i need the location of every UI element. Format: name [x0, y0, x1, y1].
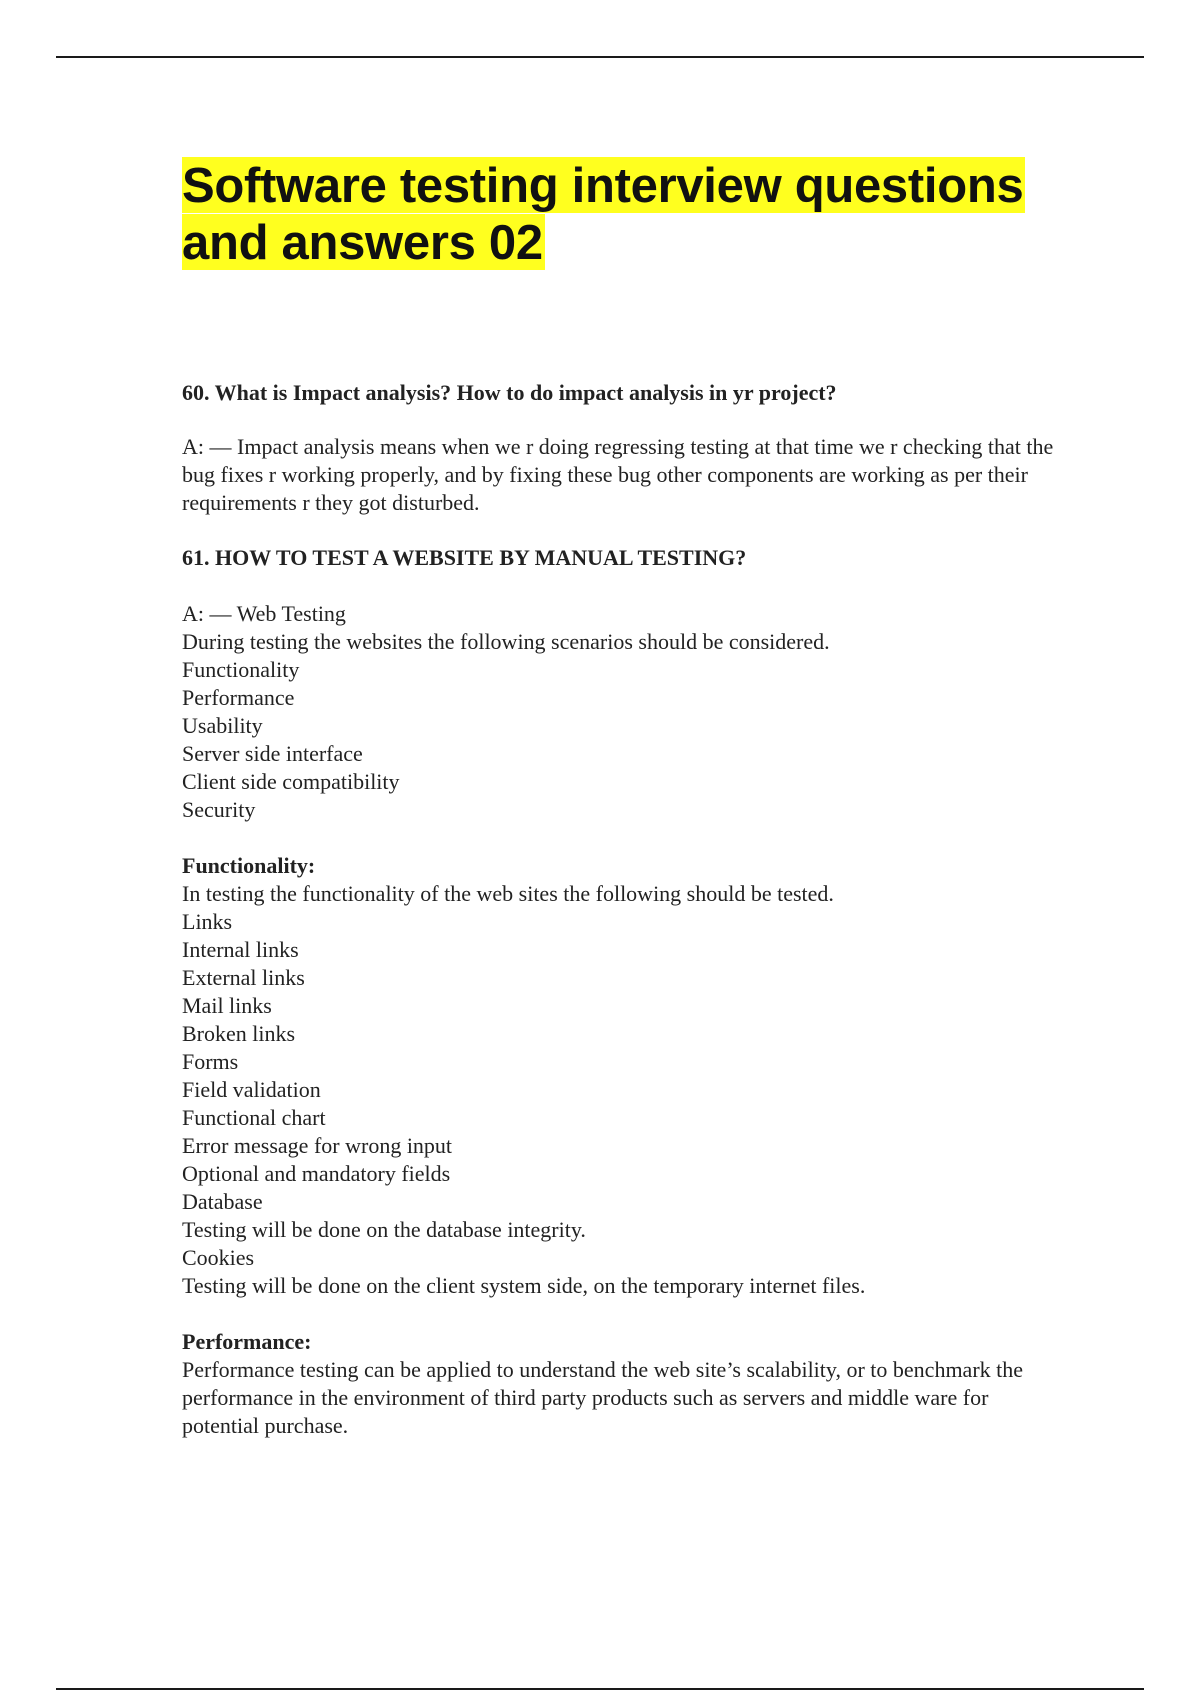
question-61-heading: 61. HOW TO TEST A WEBSITE BY MANUAL TESTING?	[182, 545, 747, 570]
answer-line: During testing the websites the following scenarios should be considered.	[182, 629, 830, 654]
answer-line: A: — Web Testing	[182, 601, 346, 626]
question-61-answer	[182, 600, 1062, 824]
functionality-section	[182, 852, 1062, 1300]
document-content	[182, 158, 1062, 1440]
functionality-line: Links	[182, 909, 233, 934]
functionality-line: Broken links	[182, 1021, 296, 1046]
performance-label: Performance:	[182, 1329, 312, 1354]
answer-line: Client side compatibility	[182, 769, 400, 794]
functionality-line: Functional chart	[182, 1105, 326, 1130]
question-60-heading: 60. What is Impact analysis? How to do impact analysis in yr project?	[182, 380, 837, 405]
functionality-line: External links	[182, 965, 305, 990]
answer-line: Performance	[182, 685, 295, 710]
performance-section	[182, 1328, 1062, 1440]
functionality-line: Mail links	[182, 993, 272, 1018]
answer-line: Usability	[182, 713, 263, 738]
bottom-rule	[56, 1688, 1144, 1690]
functionality-line: In testing the functionality of the web sites the following should be tested.	[182, 881, 834, 906]
question-60-answer: A: — Impact analysis means when we r doing regressing testing at that time we r checking that the bug fixes r working properly, and by fixing these bug other components are working as per their requirements r they got disturbed.	[182, 434, 1054, 515]
question-60-section	[182, 379, 1062, 517]
title-highlight-line1: Software testing interview questions	[182, 159, 1024, 213]
functionality-label: Functionality:	[182, 853, 316, 878]
functionality-line: Optional and mandatory fields	[182, 1161, 451, 1186]
performance-text: Performance testing can be applied to understand the web site’s scalability, or to benchmark the performance in the environment of third party products such as servers and middle ware for potential purchase.	[182, 1357, 1024, 1438]
functionality-line: Testing will be done on the client system side, on the temporary internet files.	[182, 1273, 866, 1298]
functionality-line: Internal links	[182, 937, 299, 962]
question-61-section	[182, 544, 1062, 1440]
answer-line: Server side interface	[182, 741, 363, 766]
functionality-line: Cookies	[182, 1245, 255, 1270]
functionality-line: Field validation	[182, 1077, 321, 1102]
document-title	[182, 158, 1062, 272]
functionality-line: Database	[182, 1189, 263, 1214]
functionality-line: Error message for wrong input	[182, 1133, 453, 1158]
title-highlight-line2: and answers 02	[182, 216, 543, 270]
answer-line: Functionality	[182, 657, 300, 682]
top-rule	[56, 56, 1144, 58]
functionality-line: Testing will be done on the database integrity.	[182, 1217, 586, 1242]
answer-line: Security	[182, 797, 256, 822]
functionality-line: Forms	[182, 1049, 239, 1074]
